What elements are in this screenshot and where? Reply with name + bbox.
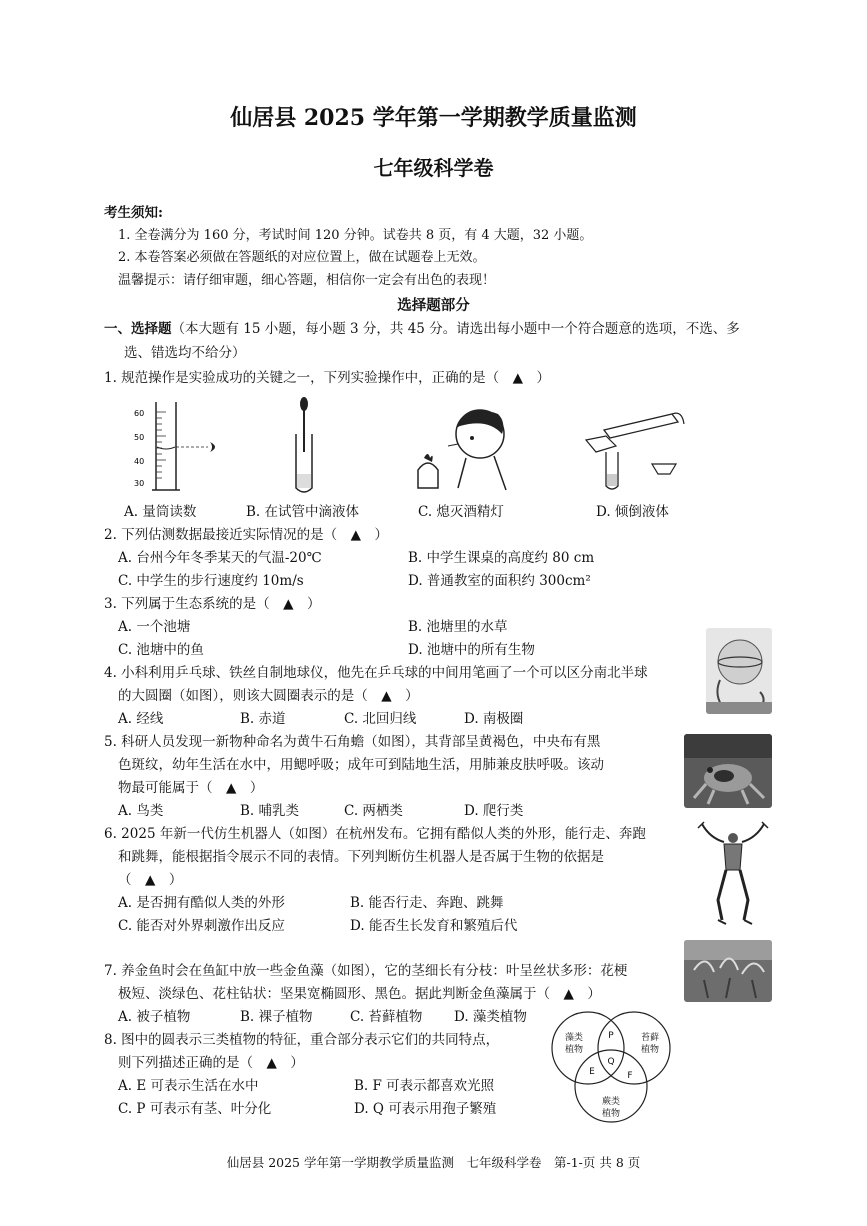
q7-option-c: C. 苔藓植物 <box>350 1009 423 1025</box>
q4-stem-line2: 的大圆圈（如图），则该大圆圈表示的是（ ▲ ） <box>118 688 419 704</box>
q8-stem-line2: 则下列描述正确的是（ ▲ ） <box>118 1055 304 1071</box>
q3-stem: 3. 下列属于生态系统的是（ ▲ ） <box>104 596 321 612</box>
q7-option-b: B. 裸子植物 <box>240 1009 313 1025</box>
q5-stem-line3: 物最可能属于（ ▲ ） <box>118 780 264 796</box>
q8-option-c: C. P 可表示有茎、叶分化 <box>118 1101 272 1117</box>
q1-figure-pouring <box>576 400 688 492</box>
exam-title: 仙居县 2025 学年第一学期教学质量监测 <box>230 105 637 131</box>
venn-region-f: F <box>627 1071 633 1081</box>
q6-stem-line1: 6. 2025 年新一代仿生机器人（如图）在杭州发布。它拥有酷似人类的外形，能行走、奔跑 <box>104 826 646 842</box>
venn-label-moss-1: 苔藓 <box>640 1033 660 1043</box>
q1-option-b: B. 在试管中滴液体 <box>246 504 360 520</box>
notice-tip: 温馨提示：请仔细审题，细心答题，相信你一定会有出色的表现！ <box>118 273 496 288</box>
q5-option-b: B. 哺乳类 <box>240 803 300 819</box>
venn-region-q: Q <box>607 1057 615 1067</box>
q4-option-b: B. 赤道 <box>240 711 286 727</box>
q4-option-c: C. 北回归线 <box>344 711 417 727</box>
q6-option-d: D. 能否生长发育和繁殖后代 <box>350 918 518 934</box>
q3-option-d: D. 池塘中的所有生物 <box>408 642 535 658</box>
section-heading-cont: 选、错选均不给分） <box>124 345 246 361</box>
section-heading <box>104 319 740 339</box>
q5-option-a: A. 鸟类 <box>118 803 164 819</box>
q5-stem-line2: 色斑纹，幼年生活在水中，用鳃呼吸；成年可到陆地生活，用肺兼皮肤呼吸。该动 <box>118 757 604 773</box>
cylinder-mark-60: 60 <box>134 409 145 418</box>
q6-option-c: C. 能否对外界刺激作出反应 <box>118 918 285 934</box>
q2-stem: 2. 下列估测数据最接近实际情况的是（ ▲ ） <box>104 527 389 543</box>
q7-stem-line2: 极短、淡绿色、花柱钻状：坚果宽椭圆形、黑色。据此判断金鱼藻属于（ ▲ ） <box>118 986 601 1002</box>
venn-circle-algae <box>552 1012 624 1084</box>
exam-subtitle: 七年级科学卷 <box>373 156 494 180</box>
q2-option-b: B. 中学生课桌的高度约 80 cm <box>408 550 595 566</box>
q3-option-a: A. 一个池塘 <box>118 619 191 635</box>
section-heading-label: 一、选择题 <box>104 321 172 337</box>
section-title: 选择题部分 <box>397 297 470 314</box>
q5-stem-line1: 5. 科研人员发现一新物种命名为黄牛石角蟾（如图），其背部呈黄褐色，中央布有黑 <box>104 734 601 750</box>
venn-label-fern-2: 植物 <box>601 1109 621 1119</box>
q2-option-a: A. 台州今年冬季某天的气温-20℃ <box>118 550 322 566</box>
notice-item-2: 2. 本卷答案必须做在答题纸的对应位置上，做在试题卷上无效。 <box>118 250 486 265</box>
q2-option-c: C. 中学生的步行速度约 10m/s <box>118 573 304 589</box>
q6-option-a: A. 是否拥有酷似人类的外形 <box>118 895 285 911</box>
q4-option-d: D. 南极圈 <box>464 711 524 727</box>
q3-option-c: C. 池塘中的鱼 <box>118 642 204 658</box>
section-heading-text: （本大题有 15 小题，每小题 3 分，共 45 分。请选出每小题中一个符合题意的选项，不选、多 <box>171 321 740 337</box>
q7-option-d: D. 藻类植物 <box>454 1009 527 1025</box>
venn-label-moss-2: 植物 <box>640 1045 660 1055</box>
q1-option-c: C. 熄灭酒精灯 <box>418 504 504 520</box>
venn-circle-moss <box>598 1012 670 1084</box>
q6-stem-line2: 和跳舞，能根据指令展示不同的表情。下列判断仿生机器人是否属于生物的依据是 <box>118 849 604 865</box>
q1-figure-cylinder <box>128 398 238 494</box>
q7-stem-line1: 7. 养金鱼时会在鱼缸中放一些金鱼藻（如图），它的茎细长有分枝：叶呈丝状多形：花梗 <box>104 963 628 979</box>
q1-option-d: D. 倾倒液体 <box>596 504 669 520</box>
q4-option-a: A. 经线 <box>118 711 164 727</box>
q1-figure-dropper <box>284 394 324 498</box>
q7-hornwort-photo <box>684 940 772 1002</box>
q6-stem-line3: （ ▲ ） <box>118 872 183 888</box>
q1-figure-alcohol-lamp <box>408 398 512 494</box>
q5-option-d: D. 爬行类 <box>464 803 524 819</box>
cylinder-mark-40: 40 <box>134 457 145 466</box>
q7-option-a: A. 被子植物 <box>118 1009 191 1025</box>
q8-stem-line1: 8. 图中的圆表示三类植物的特征，重合部分表示它们的共同特点， <box>104 1032 500 1048</box>
notice-item-1: 1. 全卷满分为 160 分，考试时间 120 分钟。试卷共 8 页，有 4 大题，32 小题。 <box>118 228 593 243</box>
q8-venn-diagram <box>548 1008 674 1128</box>
q4-globe-photo <box>706 628 772 714</box>
q1-stem: 1. 规范操作是实验成功的关键之一，下列实验操作中，正确的是（ ▲ ） <box>104 370 551 386</box>
q8-option-a: A. E 可表示生活在水中 <box>118 1078 259 1094</box>
q2-option-d: D. 普通教室的面积约 300cm² <box>408 573 591 589</box>
q8-option-b: B. F 可表示都喜欢光照 <box>354 1078 495 1094</box>
q8-option-d: D. Q 可表示用孢子繁殖 <box>354 1101 497 1117</box>
q5-toad-photo <box>684 734 772 808</box>
q1-option-a: A. 量筒读数 <box>124 504 197 520</box>
venn-label-algae-2: 植物 <box>564 1045 584 1055</box>
q4-stem-line1: 4. 小科利用乒乓球、铁丝自制地球仪，他先在乒乓球的中间用笔画了一个可以区分南北半球 <box>104 665 648 681</box>
venn-region-e: E <box>589 1067 595 1077</box>
cylinder-mark-30: 30 <box>134 479 145 488</box>
notice-heading: 考生须知: <box>104 205 163 221</box>
q3-option-b: B. 池塘里的水草 <box>408 619 508 635</box>
cylinder-mark-50: 50 <box>134 433 145 442</box>
venn-label-algae-1: 藻类 <box>564 1033 584 1043</box>
q5-option-c: C. 两栖类 <box>344 803 403 819</box>
q6-option-b: B. 能否行走、奔跑、跳舞 <box>350 895 504 911</box>
page-footer: 仙居县 2025 学年第一学期教学质量监测 七年级科学卷 第-1-页 共 8 页 <box>226 1155 641 1170</box>
venn-label-fern-1: 蕨类 <box>601 1097 621 1107</box>
venn-region-p: P <box>608 1031 614 1041</box>
q6-robot-figure <box>694 820 772 926</box>
